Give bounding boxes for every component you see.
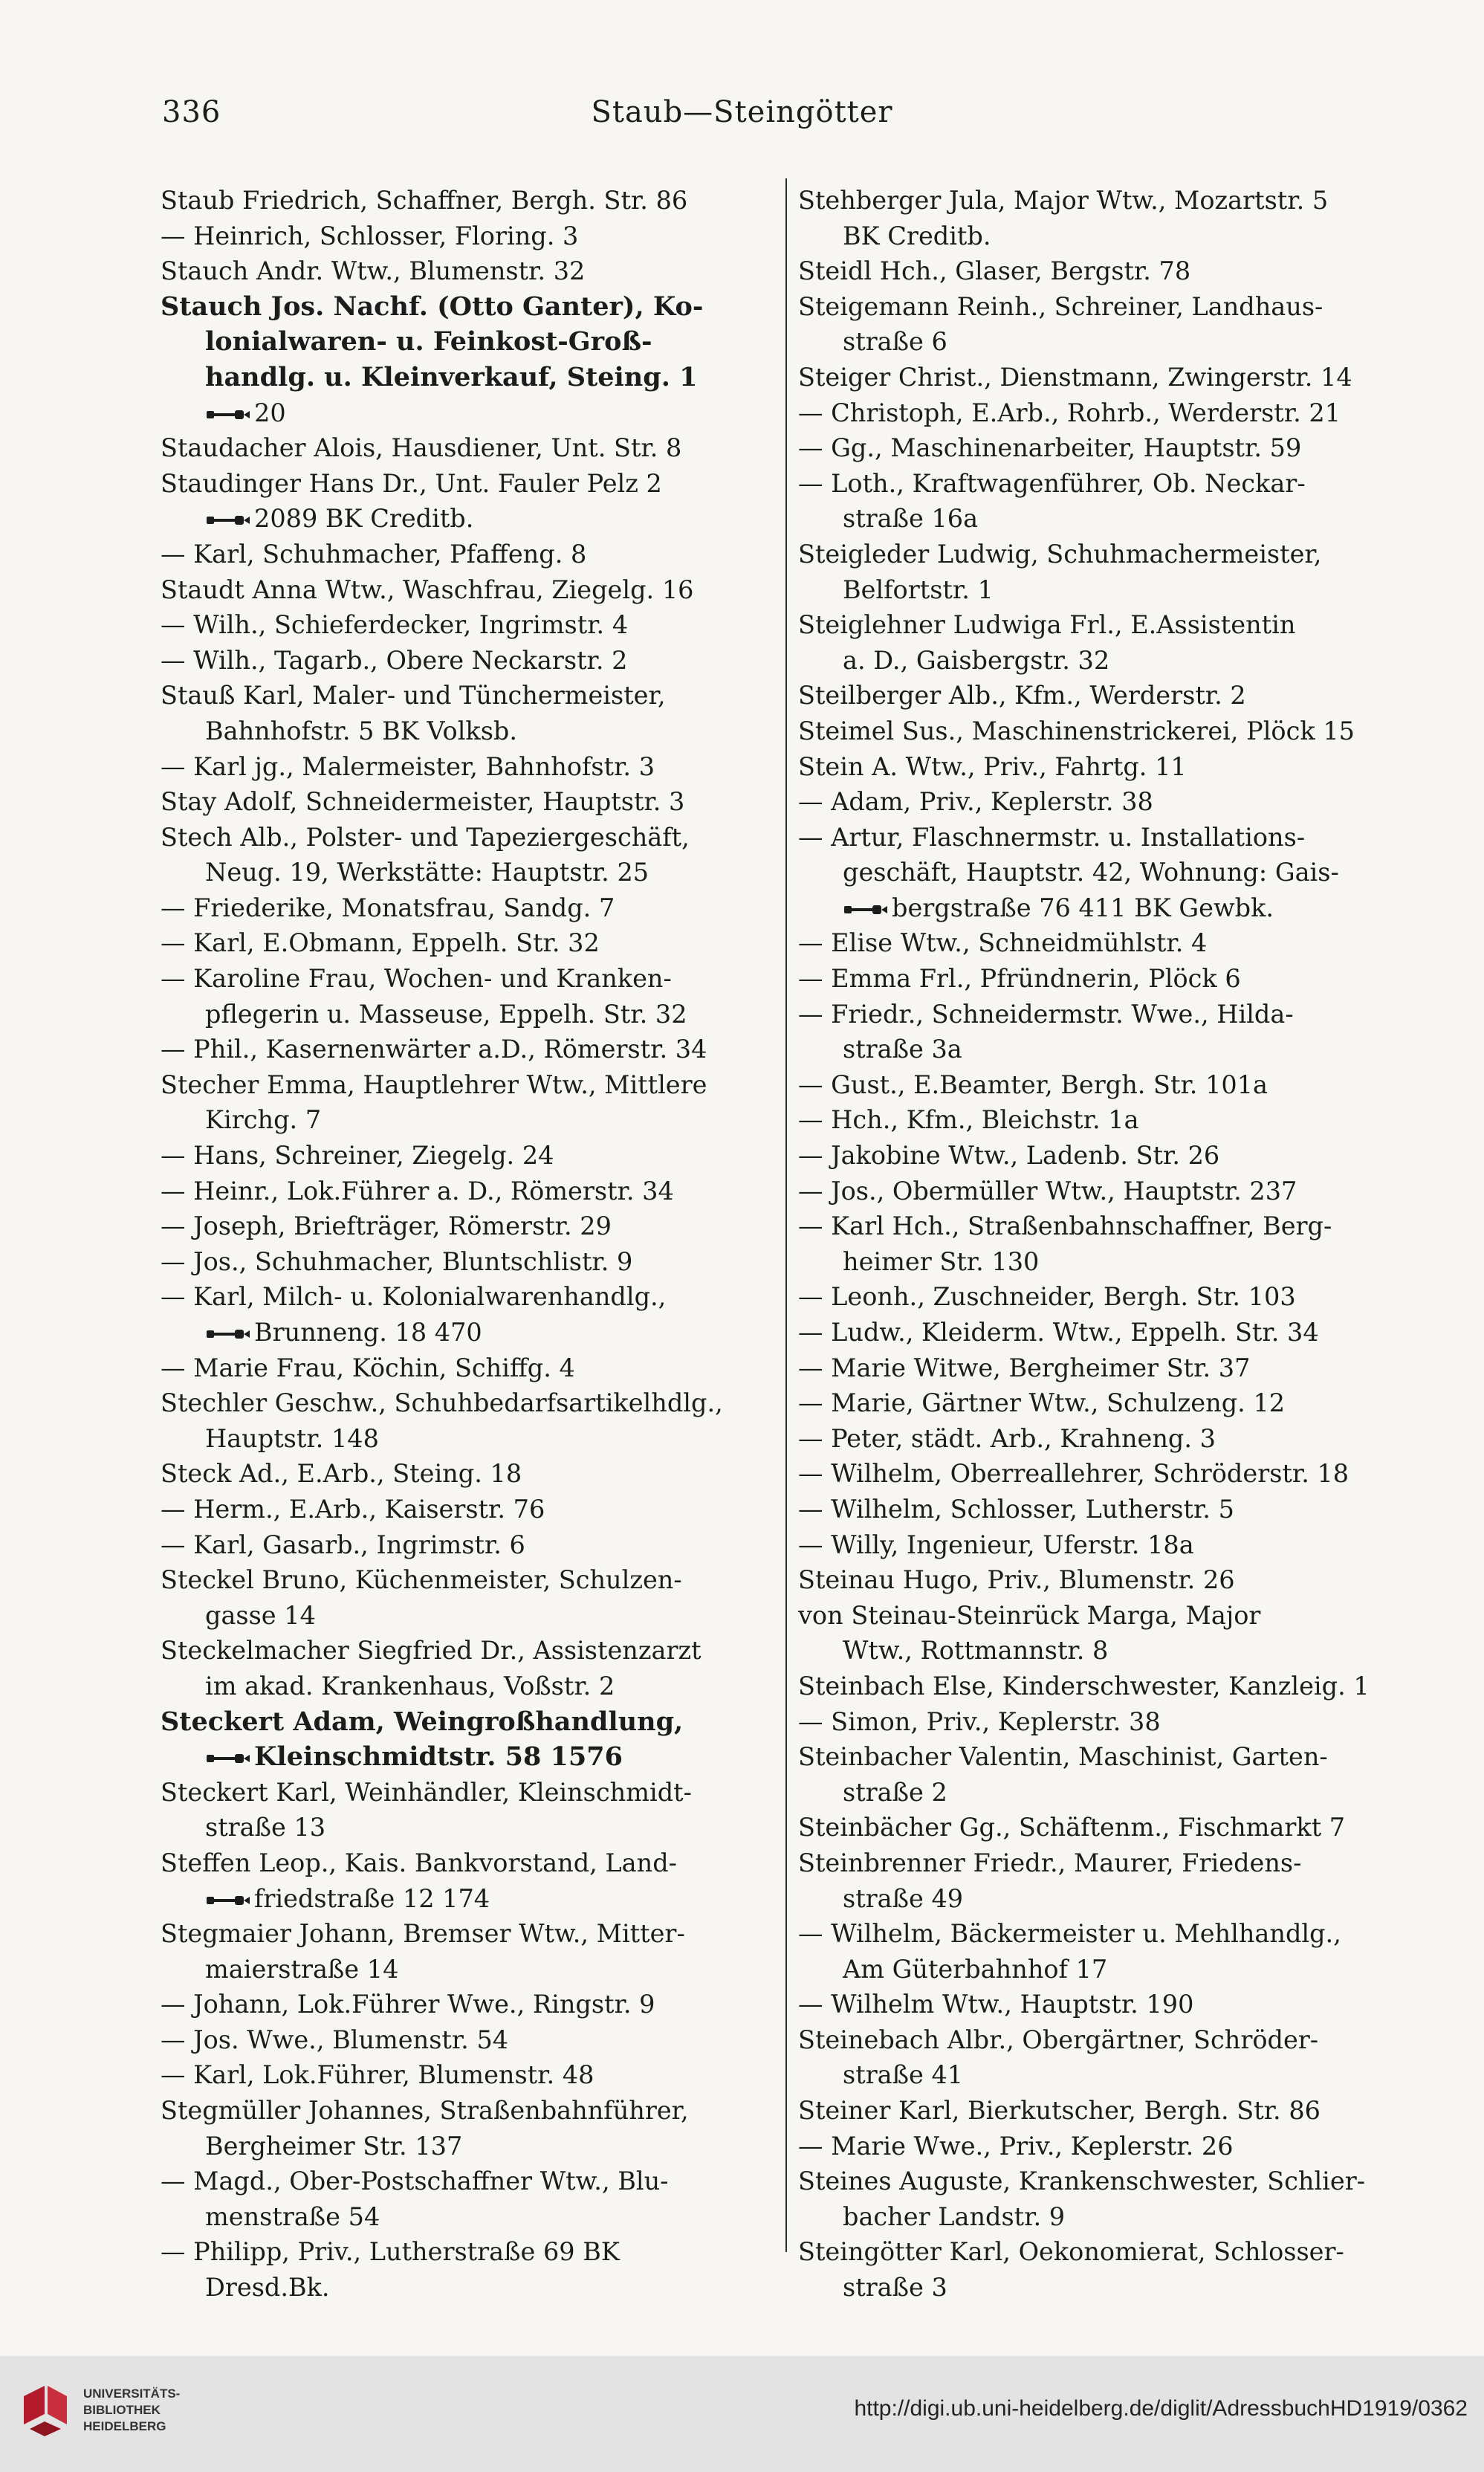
directory-entry-line xyxy=(798,360,1407,395)
directory-entry-line xyxy=(161,855,777,890)
directory-entry-line xyxy=(161,2270,777,2306)
footer-bar xyxy=(0,2356,1484,2472)
entry-text: — Jos., Schuhmacher, Bluntschlistr. 9 xyxy=(161,1246,633,1276)
directory-entry-line xyxy=(161,430,777,466)
directory-entry-line xyxy=(798,1421,1407,1457)
directory-entry-line xyxy=(798,1562,1407,1598)
directory-entry-line xyxy=(798,1775,1407,1811)
directory-entry-line xyxy=(798,2234,1407,2270)
entry-text: straße 49 xyxy=(843,1883,964,1913)
directory-entry-line xyxy=(161,395,777,431)
directory-entry-line xyxy=(161,1598,777,1634)
directory-entry-line xyxy=(161,466,777,502)
directory-entry-line xyxy=(798,537,1407,572)
entry-text: — Wilh., Tagarb., Obere Neckarstr. 2 xyxy=(161,645,628,675)
entry-text: Steckert Karl, Weinhändler, Kleinschmidt- xyxy=(161,1777,692,1807)
entry-text: — Karl, Gasarb., Ingrimstr. 6 xyxy=(161,1530,525,1559)
entry-text: bacher Landstr. 9 xyxy=(843,2201,1066,2231)
entry-text: — Peter, städt. Arb., Krahneng. 3 xyxy=(798,1423,1216,1453)
entry-text: Stauß Karl, Maler- und Tünchermeister, xyxy=(161,681,666,711)
entry-text: — Wilhelm, Oberreallehrer, Schröderstr. 18 xyxy=(798,1459,1349,1489)
directory-entry-line xyxy=(798,1209,1407,1244)
directory-entry-line xyxy=(161,1562,777,1598)
entry-text: Steiglehner Ludwiga Frl., E.Assistentin xyxy=(798,610,1296,640)
directory-entry-line xyxy=(161,1633,777,1669)
directory-entry-line xyxy=(161,1279,777,1315)
entry-text: straße 2 xyxy=(843,1777,947,1807)
entry-text: Steinbrenner Friedr., Maurer, Friedens- xyxy=(798,1848,1302,1877)
directory-entry-line xyxy=(161,643,777,679)
directory-entry-line xyxy=(798,1032,1407,1067)
entry-text: — Marie, Gärtner Wtw., Schulzeng. 12 xyxy=(798,1388,1286,1418)
directory-entry-line xyxy=(798,1739,1407,1775)
directory-entry-line xyxy=(161,890,777,926)
entry-text: Bahnhofstr. 5 BK Volksb. xyxy=(205,716,518,745)
directory-entry-line xyxy=(798,607,1407,643)
entry-text: Steigemann Reinh., Schreiner, Landhaus- xyxy=(798,291,1323,321)
entry-text: Hauptstr. 148 xyxy=(205,1423,379,1453)
directory-entry-line xyxy=(161,1492,777,1527)
directory-entry-line xyxy=(161,925,777,961)
running-head: Staub—Steingötter xyxy=(591,95,893,129)
entry-text: Steigleder Ludwig, Schuhmachermeister, xyxy=(798,539,1322,569)
directory-entry-line xyxy=(798,1527,1407,1563)
entry-text: — Karl jg., Malermeister, Bahnhofstr. 3 xyxy=(161,751,655,781)
directory-entry-line xyxy=(798,253,1407,289)
telephone-icon xyxy=(205,514,251,527)
source-url-link[interactable]: http://digi.ub.uni-heidelberg.de/diglit/AdressbuchHD1919/0362 xyxy=(854,2396,1468,2421)
entry-text: — Wilhelm Wtw., Hauptstr. 190 xyxy=(798,1990,1194,2019)
page-number: 336 xyxy=(162,95,221,129)
entry-text: — Elise Wtw., Schneidmühlstr. 4 xyxy=(798,928,1208,958)
entry-text: — Karl, E.Obmann, Eppelh. Str. 32 xyxy=(161,928,600,958)
directory-entry-line xyxy=(161,360,777,395)
entry-text: Steckelmacher Siegfried Dr., Assistenzarzt xyxy=(161,1636,702,1666)
entry-text: Steckert Adam, Weingroßhandlung, xyxy=(161,1706,684,1737)
entry-text: — Gg., Maschinenarbeiter, Hauptstr. 59 xyxy=(798,433,1302,463)
entry-text: straße 3a xyxy=(843,1035,962,1064)
directory-entry-line xyxy=(161,1704,777,1740)
directory-entry-line xyxy=(798,1669,1407,1704)
entry-text: Stein A. Wtw., Priv., Fahrtg. 11 xyxy=(798,751,1187,781)
entry-text: Steinau Hugo, Priv., Blumenstr. 26 xyxy=(798,1565,1235,1595)
directory-entry-line xyxy=(798,1987,1407,2022)
directory-entry-line xyxy=(161,324,777,360)
directory-entry-line xyxy=(798,925,1407,961)
entry-text: — Jos. Wwe., Blumenstr. 54 xyxy=(161,2025,509,2054)
entry-text: — Ludw., Kleiderm. Wtw., Eppelh. Str. 34 xyxy=(798,1318,1319,1347)
directory-entry-line xyxy=(161,1739,777,1775)
directory-entry-line xyxy=(798,219,1407,254)
entry-text: straße 3 xyxy=(843,2273,947,2303)
directory-entry-line xyxy=(798,2129,1407,2164)
entry-text: — Wilhelm, Schlosser, Lutherstr. 5 xyxy=(798,1494,1234,1524)
directory-entry-line xyxy=(798,1492,1407,1527)
directory-entry-line xyxy=(161,2093,777,2129)
directory-entry-line xyxy=(798,643,1407,679)
directory-entry-line xyxy=(798,1067,1407,1103)
entry-text: Stehberger Jula, Major Wtw., Mozartstr. 5 xyxy=(798,186,1329,215)
directory-entry-line xyxy=(161,572,777,608)
directory-entry-line xyxy=(798,2057,1407,2093)
telephone-icon xyxy=(205,1894,251,1907)
directory-entry-line xyxy=(798,1385,1407,1421)
entry-text: menstraße 54 xyxy=(205,2201,380,2231)
directory-entry-line xyxy=(161,1456,777,1492)
directory-entry-line xyxy=(798,1704,1407,1740)
entry-text: — Marie Witwe, Bergheimer Str. 37 xyxy=(798,1353,1251,1382)
entry-text: — Heinrich, Schlosser, Floring. 3 xyxy=(161,221,579,250)
entry-text: Kleinschmidtstr. 58 1576 xyxy=(254,1741,623,1773)
entry-text: Stegmüller Johannes, Straßenbahnführer, xyxy=(161,2096,689,2126)
directory-entry-line xyxy=(161,1881,777,1917)
entry-text: — Christoph, E.Arb., Rohrb., Werderstr. 21 xyxy=(798,398,1341,427)
entry-text: Brunneng. 18 470 xyxy=(254,1318,482,1347)
directory-entry-line xyxy=(798,289,1407,325)
directory-entry-line xyxy=(161,1775,777,1811)
directory-entry-line xyxy=(161,1669,777,1704)
directory-entry-line xyxy=(798,678,1407,714)
entry-text: Steimel Sus., Maschinenstrickerei, Plöck 15 xyxy=(798,716,1355,745)
entry-text: Kirchg. 7 xyxy=(205,1105,322,1135)
directory-entry-line xyxy=(161,2199,777,2235)
directory-entry-line xyxy=(161,2129,777,2164)
directory-entry-line xyxy=(798,2199,1407,2235)
directory-entry-line xyxy=(161,2057,777,2093)
left-column xyxy=(161,183,777,2306)
ub-heidelberg-logo-icon[interactable] xyxy=(15,2380,74,2439)
library-name xyxy=(83,2386,180,2435)
entry-text: Belfortstr. 1 xyxy=(843,575,994,604)
entry-text: Bergheimer Str. 137 xyxy=(205,2131,463,2161)
entry-text: Steines Auguste, Krankenschwester, Schlier- xyxy=(798,2167,1366,2196)
directory-entry-line xyxy=(161,2022,777,2058)
entry-text: Steffen Leop., Kais. Bankvorstand, Land- xyxy=(161,1848,677,1877)
entry-text: — Friederike, Monatsfrau, Sandg. 7 xyxy=(161,893,615,922)
entry-text: Steidl Hch., Glaser, Bergstr. 78 xyxy=(798,256,1191,286)
column-divider xyxy=(785,178,787,2252)
directory-entry-line xyxy=(798,1810,1407,1845)
directory-entry-line xyxy=(798,820,1407,855)
entry-text: Dresd.Bk. xyxy=(205,2273,330,2303)
directory-entry-line xyxy=(161,1810,777,1845)
entry-text: pflegerin u. Masseuse, Eppelh. Str. 32 xyxy=(205,999,687,1029)
entry-text: Steinbächer Gg., Schäftenm., Fischmarkt 7 xyxy=(798,1813,1346,1842)
entry-text: — Heinr., Lok.Führer a. D., Römerstr. 34 xyxy=(161,1176,674,1206)
directory-entry-line xyxy=(161,501,777,537)
entry-text: Steinbacher Valentin, Maschinist, Garten- xyxy=(798,1742,1328,1772)
entry-text: straße 6 xyxy=(843,327,947,357)
directory-entry-line xyxy=(161,2164,777,2199)
entry-text: Stech Alb., Polster- und Tapeziergeschäft, xyxy=(161,822,690,852)
directory-entry-line xyxy=(161,784,777,820)
entry-text: bergstraße 76 411 BK Gewbk. xyxy=(892,893,1274,922)
entry-text: straße 16a xyxy=(843,504,979,534)
directory-entry-line xyxy=(161,607,777,643)
directory-entry-line xyxy=(798,784,1407,820)
directory-entry-line xyxy=(161,1138,777,1174)
entry-text: Steck Ad., E.Arb., Steing. 18 xyxy=(161,1459,522,1489)
entry-text: Staudt Anna Wtw., Waschfrau, Ziegelg. 16 xyxy=(161,575,694,604)
entry-text: — Karl Hch., Straßenbahnschaffner, Berg- xyxy=(798,1211,1332,1241)
directory-entry-line xyxy=(798,466,1407,502)
directory-entry-line xyxy=(798,855,1407,890)
directory-entry-line xyxy=(798,395,1407,431)
entry-text: Am Güterbahnhof 17 xyxy=(843,1954,1108,1984)
library-line: UNIVERSITÄTS- xyxy=(83,2387,181,2401)
entry-text: — Hch., Kfm., Bleichstr. 1a xyxy=(798,1105,1139,1135)
directory-entry-line xyxy=(798,1598,1407,1634)
entry-text: straße 13 xyxy=(205,1813,326,1842)
entry-text: — Gust., E.Beamter, Bergh. Str. 101a xyxy=(798,1070,1268,1099)
entry-text: a. D., Gaisbergstr. 32 xyxy=(843,645,1110,675)
directory-entry-line xyxy=(161,1845,777,1881)
right-column xyxy=(798,183,1407,2306)
entry-text: Staudinger Hans Dr., Unt. Fauler Pelz 2 xyxy=(161,468,662,498)
directory-entry-line xyxy=(161,714,777,749)
directory-entry-line xyxy=(161,1244,777,1280)
directory-entry-line xyxy=(161,749,777,785)
directory-entry-line xyxy=(161,253,777,289)
entry-text: Stauch Andr. Wtw., Blumenstr. 32 xyxy=(161,256,586,286)
directory-entry-line xyxy=(161,1350,777,1386)
entry-text: lonialwaren- u. Feinkost-Groß- xyxy=(205,326,652,357)
directory-entry-line xyxy=(161,1174,777,1209)
directory-entry-line xyxy=(798,1633,1407,1669)
entry-text: handlg. u. Kleinverkauf, Steing. 1 xyxy=(205,361,698,392)
directory-entry-line xyxy=(161,219,777,254)
entry-text: — Philipp, Priv., Lutherstraße 69 BK xyxy=(161,2237,620,2267)
directory-entry-line xyxy=(798,430,1407,466)
entry-text: geschäft, Hauptstr. 42, Wohnung: Gais- xyxy=(843,858,1339,887)
entry-text: Steckel Bruno, Küchenmeister, Schulzen- xyxy=(161,1565,682,1595)
entry-text: — Karl, Lok.Führer, Blumenstr. 48 xyxy=(161,2060,594,2090)
directory-entry-line xyxy=(798,1881,1407,1917)
entry-text: von Steinau-Steinrück Marga, Major xyxy=(798,1600,1261,1630)
entry-text: gasse 14 xyxy=(205,1600,316,1630)
directory-entry-line xyxy=(161,2234,777,2270)
directory-entry-line xyxy=(161,1916,777,1952)
library-line: HEIDELBERG xyxy=(83,2419,166,2433)
directory-entry-line xyxy=(161,1315,777,1350)
entry-text: Staudacher Alois, Hausdiener, Unt. Str. 8 xyxy=(161,433,682,463)
entry-text: — Karl, Milch- u. Kolonialwarenhandlg., xyxy=(161,1282,667,1312)
directory-entry-line xyxy=(798,714,1407,749)
directory-entry-line xyxy=(798,2270,1407,2306)
telephone-icon xyxy=(205,1327,251,1341)
entry-text: BK Creditb. xyxy=(843,221,991,250)
directory-entry-line xyxy=(161,997,777,1032)
entry-text: Stecher Emma, Hauptlehrer Wtw., Mittlere xyxy=(161,1070,707,1099)
directory-entry-line xyxy=(161,1527,777,1563)
entry-text: maierstraße 14 xyxy=(205,1954,399,1984)
entry-text: — Johann, Lok.Führer Wwe., Ringstr. 9 xyxy=(161,1990,655,2019)
entry-text: — Marie Frau, Köchin, Schiffg. 4 xyxy=(161,1353,575,1382)
directory-entry-line xyxy=(161,537,777,572)
entry-text: Stegmaier Johann, Bremser Wtw., Mitter- xyxy=(161,1919,685,1949)
directory-entry-line xyxy=(798,1845,1407,1881)
telephone-icon xyxy=(843,903,889,916)
directory-entry-line xyxy=(798,572,1407,608)
entry-text: im akad. Krankenhaus, Voßstr. 2 xyxy=(205,1671,615,1701)
telephone-icon xyxy=(205,408,251,421)
directory-entry-line xyxy=(798,1138,1407,1174)
entry-text: Stay Adolf, Schneidermeister, Hauptstr. 3 xyxy=(161,787,685,817)
entry-text: Steinebach Albr., Obergärtner, Schröder- xyxy=(798,2025,1319,2054)
entry-text: Steiger Christ., Dienstmann, Zwingerstr. 14 xyxy=(798,362,1352,392)
entry-text: — Joseph, Briefträger, Römerstr. 29 xyxy=(161,1211,612,1241)
directory-entry-line xyxy=(798,1916,1407,1952)
entry-text: — Phil., Kasernenwärter a.D., Römerstr. 34 xyxy=(161,1035,707,1064)
directory-entry-line xyxy=(798,1456,1407,1492)
entry-text: — Magd., Ober-Postschaffner Wtw., Blu- xyxy=(161,2167,669,2196)
entry-text: — Willy, Ingenieur, Uferstr. 18a xyxy=(798,1530,1194,1559)
entry-text: 20 xyxy=(254,398,286,427)
directory-entry-line xyxy=(798,501,1407,537)
entry-text: Steingötter Karl, Oekonomierat, Schlosser- xyxy=(798,2237,1344,2267)
entry-text: — Adam, Priv., Keplerstr. 38 xyxy=(798,787,1153,817)
entry-text: — Karoline Frau, Wochen- und Kranken- xyxy=(161,964,672,994)
entry-text: 2089 BK Creditb. xyxy=(254,504,474,534)
directory-entry-line xyxy=(798,324,1407,360)
entry-text: heimer Str. 130 xyxy=(843,1246,1040,1276)
entry-text: — Wilhelm, Bäckermeister u. Mehlhandlg., xyxy=(798,1919,1341,1949)
entry-text: Steiner Karl, Bierkutscher, Bergh. Str. 86 xyxy=(798,2096,1321,2126)
directory-entry-line xyxy=(798,1350,1407,1386)
telephone-icon xyxy=(205,1752,251,1765)
directory-entry-line xyxy=(161,1987,777,2022)
directory-entry-line xyxy=(161,678,777,714)
entry-text: Stauch Jos. Nachf. (Otto Ganter), Ko- xyxy=(161,291,704,322)
library-line: BIBLIOTHEK xyxy=(83,2403,161,2417)
directory-entry-line xyxy=(798,2164,1407,2199)
directory-entry-line xyxy=(798,997,1407,1032)
entry-text: — Friedr., Schneidermstr. Wwe., Hilda- xyxy=(798,999,1294,1029)
directory-entry-line xyxy=(798,1952,1407,1987)
directory-entry-line xyxy=(798,1279,1407,1315)
directory-entry-line xyxy=(161,1102,777,1138)
entry-text: Wtw., Rottmannstr. 8 xyxy=(843,1636,1109,1666)
entry-text: — Marie Wwe., Priv., Keplerstr. 26 xyxy=(798,2131,1234,2161)
entry-text: — Wilh., Schieferdecker, Ingrimstr. 4 xyxy=(161,610,629,640)
directory-entry-line xyxy=(798,1174,1407,1209)
directory-entry-line xyxy=(798,1315,1407,1350)
entry-text: Steilberger Alb., Kfm., Werderstr. 2 xyxy=(798,681,1246,711)
directory-entry-line xyxy=(798,961,1407,997)
directory-entry-line xyxy=(161,1032,777,1067)
directory-entry-line xyxy=(798,1102,1407,1138)
directory-entry-line xyxy=(161,289,777,325)
directory-entry-line xyxy=(161,1421,777,1457)
entry-text: — Simon, Priv., Keplerstr. 38 xyxy=(798,1706,1161,1736)
directory-entry-line xyxy=(798,2022,1407,2058)
entry-text: straße 41 xyxy=(843,2060,964,2090)
entry-text: — Artur, Flaschnermstr. u. Installations- xyxy=(798,822,1306,852)
directory-entry-line xyxy=(798,1244,1407,1280)
directory-entry-line xyxy=(798,749,1407,785)
entry-text: — Karl, Schuhmacher, Pfaffeng. 8 xyxy=(161,539,587,569)
entry-text: — Emma Frl., Pfründnerin, Plöck 6 xyxy=(798,964,1241,994)
directory-entry-line xyxy=(798,890,1407,926)
directory-entry-line xyxy=(161,1385,777,1421)
directory-entry-line xyxy=(161,1952,777,1987)
directory-entry-line xyxy=(798,2093,1407,2129)
entry-text: Stechler Geschw., Schuhbedarfsartikelhdlg., xyxy=(161,1388,723,1418)
directory-entry-line xyxy=(161,820,777,855)
entry-text: — Jakobine Wtw., Ladenb. Str. 26 xyxy=(798,1141,1220,1171)
directory-entry-line xyxy=(161,183,777,219)
directory-entry-line xyxy=(161,1067,777,1103)
entry-text: friedstraße 12 174 xyxy=(254,1883,490,1913)
entry-text: — Leonh., Zuschneider, Bergh. Str. 103 xyxy=(798,1282,1296,1312)
entry-text: Neug. 19, Werkstätte: Hauptstr. 25 xyxy=(205,858,649,887)
entry-text: — Loth., Kraftwagenführer, Ob. Neckar- xyxy=(798,468,1306,498)
entry-text: — Herm., E.Arb., Kaiserstr. 76 xyxy=(161,1494,545,1524)
entry-text: Steinbach Else, Kinderschwester, Kanzleig. 1 xyxy=(798,1671,1370,1701)
directory-entry-line xyxy=(161,1209,777,1244)
entry-text: — Hans, Schreiner, Ziegelg. 24 xyxy=(161,1141,554,1171)
entry-text: — Jos., Obermüller Wtw., Hauptstr. 237 xyxy=(798,1176,1297,1206)
entry-text: Staub Friedrich, Schaffner, Bergh. Str. 86 xyxy=(161,186,688,215)
directory-entry-line xyxy=(161,961,777,997)
directory-entry-line xyxy=(798,183,1407,219)
